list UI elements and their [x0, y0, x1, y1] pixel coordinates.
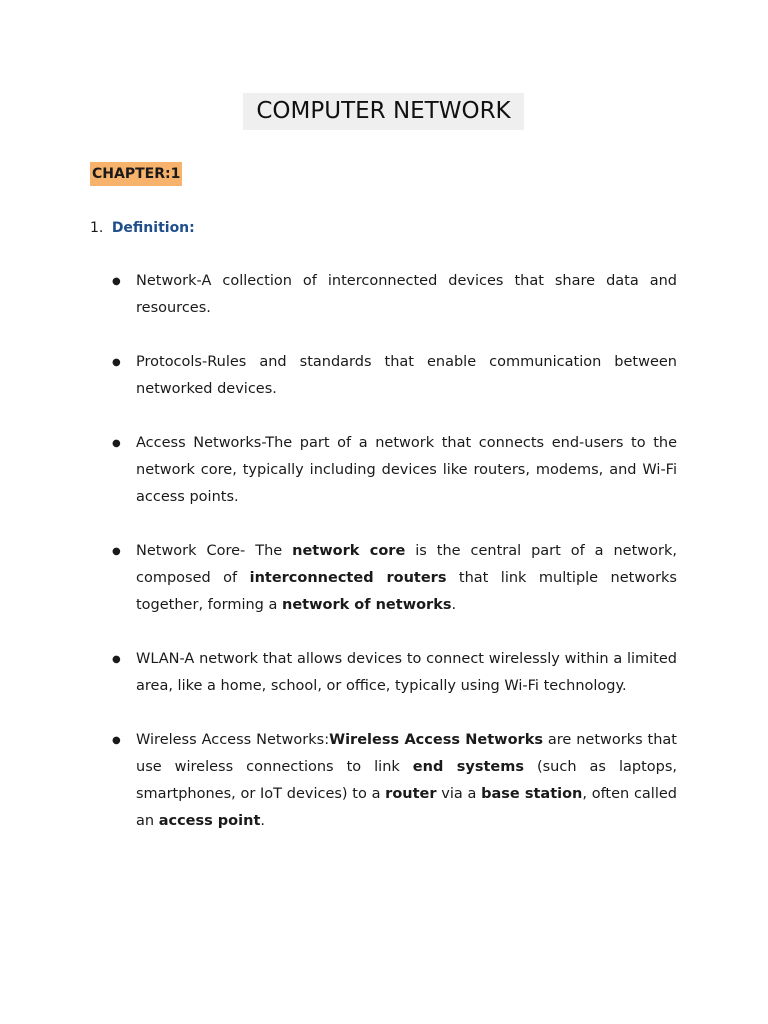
definition-text: Access Networks-The part of a network that connects end-users to the network core, typically including devices like routers, modems, and Wi-Fi access points. [136, 435, 677, 505]
section-number: 1. [90, 220, 104, 236]
chapter-label: CHAPTER:1 [90, 162, 182, 186]
definition-text: (such as laptops, smartphones, or IoT devices) to a [136, 759, 677, 802]
bold-term: network of networks [282, 597, 452, 613]
definition-text: are networks that use wireless connections to link [136, 732, 677, 775]
bold-term: interconnected routers [249, 570, 447, 586]
bold-term: Wireless Access Networks [329, 732, 543, 748]
definition-text: Network-A collection of interconnected devices that share data and resources. [136, 273, 677, 316]
definition-text: via a [436, 786, 482, 802]
definition-item [136, 646, 677, 700]
definition-list [136, 268, 677, 862]
definition-item [136, 727, 677, 835]
definition-text: WLAN-A network that allows devices to connect wirelessly within a limited area, like a home, school, or office, typically using Wi-Fi technology. [136, 651, 677, 694]
definition-item [136, 349, 677, 403]
definition-text: Wireless Access Networks: [136, 732, 330, 748]
bold-term: base station [481, 786, 583, 802]
definition-text: that link multiple networks together, forming a [136, 570, 677, 613]
bold-term: access point [158, 813, 261, 829]
definition-text: . [260, 813, 265, 829]
definition-text: Protocols-Rules and standards that enable communication between networked devices. [136, 354, 677, 397]
bold-term: end systems [412, 759, 524, 775]
section-heading [90, 216, 195, 240]
document-title: COMPUTER NETWORK [243, 93, 524, 130]
bold-term: router [385, 786, 437, 802]
definition-item [136, 268, 677, 322]
definition-item [136, 538, 677, 619]
definition-item [136, 430, 677, 511]
definition-text: . [451, 597, 457, 613]
definition-text: is the central part of a network, composed of [136, 543, 677, 586]
bold-term: network core [292, 543, 406, 559]
definition-text: Network Core- The [136, 543, 293, 559]
section-title: Definition: [111, 220, 195, 236]
definition-text: , often called an [136, 786, 677, 829]
